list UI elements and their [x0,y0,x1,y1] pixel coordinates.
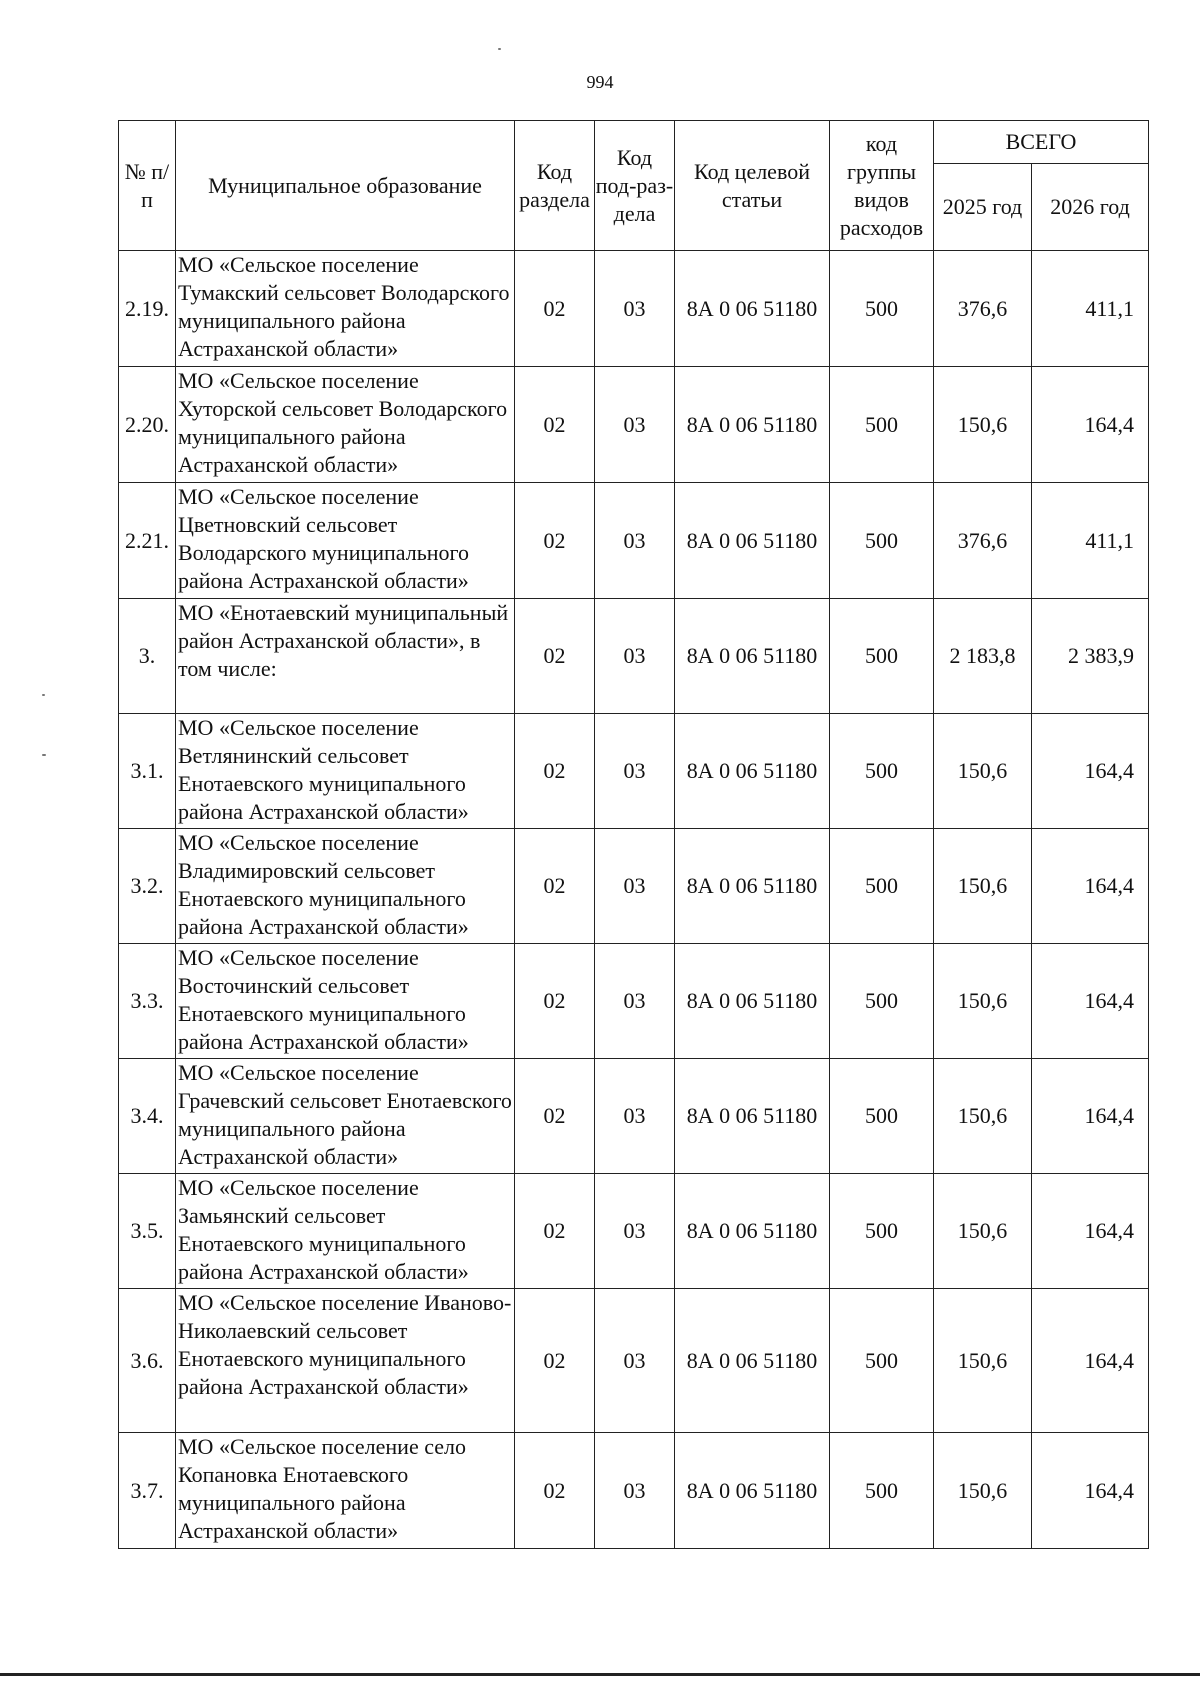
amount-2026-cell: 164,4 [1032,1433,1149,1549]
row-number-cell: 3.1. [119,714,176,829]
amount-2025-cell: 376,6 [934,251,1032,367]
table-row [119,1174,1149,1289]
expense-group-cell: 500 [830,483,934,599]
subsection-code-cell: 03 [595,1174,675,1289]
section-code-cell: 02 [515,1289,595,1433]
amount-2025-cell: 2 183,8 [934,599,1032,714]
target-code-cell: 8А 0 06 51180 [675,1059,830,1174]
amount-2026-cell: 164,4 [1032,1174,1149,1289]
municipality-name-cell: МО «Сельское поселение Тумакский сельсовет Володарского муниципального района Астраханской области» [176,251,515,367]
amount-2026-cell: 164,4 [1032,714,1149,829]
amount-2025-cell: 150,6 [934,944,1032,1059]
amount-2026-cell: 411,1 [1032,483,1149,599]
amount-2025-cell: 150,6 [934,1174,1032,1289]
subsection-code-cell: 03 [595,367,675,483]
col-header-expense-group: код группы видов расходов [830,121,934,251]
section-code-cell: 02 [515,944,595,1059]
subsection-code-cell: 03 [595,829,675,944]
col-header-num: № п/п [119,121,176,251]
row-number-cell: 2.21. [119,483,176,599]
scan-speck [498,48,501,50]
expense-group-cell: 500 [830,714,934,829]
scan-speck [42,754,46,756]
expense-group-cell: 500 [830,1059,934,1174]
row-number-cell: 2.19. [119,251,176,367]
section-code-cell: 02 [515,1174,595,1289]
target-code-cell: 8А 0 06 51180 [675,714,830,829]
subsection-code-cell: 03 [595,714,675,829]
subsection-code-cell: 03 [595,944,675,1059]
municipality-name-cell: МО «Сельское поселение Замьянский сельсовет Енотаевского муниципального района Астраханской области» [176,1174,515,1289]
table-row [119,251,1149,367]
municipality-name-cell: МО «Сельское поселение Иваново-Николаевский сельсовет Енотаевского муниципального района Астраханской области» [176,1289,515,1433]
target-code-cell: 8А 0 06 51180 [675,944,830,1059]
col-header-2026: 2026 год [1032,164,1149,251]
amount-2026-cell: 164,4 [1032,944,1149,1059]
table-row [119,1289,1149,1433]
col-header-total: ВСЕГО [934,121,1149,164]
col-header-2025: 2025 год [934,164,1032,251]
municipality-name-cell: МО «Сельское поселение Грачевский сельсовет Енотаевского муниципального района Астраханской области» [176,1059,515,1174]
target-code-cell: 8А 0 06 51180 [675,251,830,367]
row-number-cell: 3. [119,599,176,714]
row-number-cell: 3.3. [119,944,176,1059]
row-number-cell: 3.6. [119,1289,176,1433]
page-number: 994 [586,72,614,92]
amount-2026-cell: 164,4 [1032,829,1149,944]
table-row [119,1059,1149,1174]
expense-group-cell: 500 [830,944,934,1059]
amount-2025-cell: 150,6 [934,1059,1032,1174]
expense-group-cell: 500 [830,367,934,483]
amount-2026-cell: 411,1 [1032,251,1149,367]
subsection-code-cell: 03 [595,251,675,367]
amount-2025-cell: 150,6 [934,1433,1032,1549]
subsection-code-cell: 03 [595,1433,675,1549]
section-code-cell: 02 [515,483,595,599]
row-number-cell: 3.4. [119,1059,176,1174]
municipality-name-cell: МО «Енотаевский муниципальный район Астраханской области», в том числе: [176,599,515,714]
table-row [119,599,1149,714]
expense-group-cell: 500 [830,1174,934,1289]
target-code-cell: 8А 0 06 51180 [675,1289,830,1433]
budget-table [118,120,1149,1549]
section-code-cell: 02 [515,829,595,944]
amount-2025-cell: 150,6 [934,1289,1032,1433]
section-code-cell: 02 [515,1059,595,1174]
target-code-cell: 8А 0 06 51180 [675,483,830,599]
scan-speck [42,694,45,696]
target-code-cell: 8А 0 06 51180 [675,1433,830,1549]
amount-2026-cell: 164,4 [1032,367,1149,483]
header-row [119,121,1149,164]
section-code-cell: 02 [515,599,595,714]
col-header-section-code: Код раздела [515,121,595,251]
expense-group-cell: 500 [830,1433,934,1549]
expense-group-cell: 500 [830,599,934,714]
section-code-cell: 02 [515,1433,595,1549]
subsection-code-cell: 03 [595,483,675,599]
municipality-name-cell: МО «Сельское поселение Ветлянинский сельсовет Енотаевского муниципального района Астраханской области» [176,714,515,829]
municipality-name-cell: МО «Сельское поселение Восточинский сельсовет Енотаевского муниципального района Астраханской области» [176,944,515,1059]
row-number-cell: 3.2. [119,829,176,944]
municipality-name-cell: МО «Сельское поселение Владимировский сельсовет Енотаевского муниципального района Астраханской области» [176,829,515,944]
col-header-subsection-code: Код под-раз-дела [595,121,675,251]
row-number-cell: 2.20. [119,367,176,483]
amount-2026-cell: 164,4 [1032,1059,1149,1174]
section-code-cell: 02 [515,251,595,367]
municipality-name-cell: МО «Сельское поселение Хуторской сельсовет Володарского муниципального района Астраханской области» [176,367,515,483]
municipality-name-cell: МО «Сельское поселение Цветновский сельсовет Володарского муниципального района Астраханской области» [176,483,515,599]
col-header-target-code: Код целевой статьи [675,121,830,251]
amount-2025-cell: 376,6 [934,483,1032,599]
row-number-cell: 3.5. [119,1174,176,1289]
expense-group-cell: 500 [830,1289,934,1433]
subsection-code-cell: 03 [595,1289,675,1433]
expense-group-cell: 500 [830,829,934,944]
table-body [119,251,1149,1549]
target-code-cell: 8А 0 06 51180 [675,367,830,483]
table-row [119,714,1149,829]
row-number-cell: 3.7. [119,1433,176,1549]
col-header-municipality: Муниципальное образование [176,121,515,251]
municipality-name-cell: МО «Сельское поселение село Копановка Енотаевского муниципального района Астраханской области» [176,1433,515,1549]
amount-2026-cell: 2 383,9 [1032,599,1149,714]
subsection-code-cell: 03 [595,599,675,714]
target-code-cell: 8А 0 06 51180 [675,1174,830,1289]
table-row [119,829,1149,944]
expense-group-cell: 500 [830,251,934,367]
table-row [119,367,1149,483]
target-code-cell: 8А 0 06 51180 [675,829,830,944]
section-code-cell: 02 [515,714,595,829]
page-bottom-rule [0,1673,1200,1676]
section-code-cell: 02 [515,367,595,483]
target-code-cell: 8А 0 06 51180 [675,599,830,714]
amount-2025-cell: 150,6 [934,714,1032,829]
amount-2026-cell: 164,4 [1032,1289,1149,1433]
table-row [119,483,1149,599]
table-row [119,1433,1149,1549]
table-row [119,944,1149,1059]
amount-2025-cell: 150,6 [934,367,1032,483]
subsection-code-cell: 03 [595,1059,675,1174]
amount-2025-cell: 150,6 [934,829,1032,944]
